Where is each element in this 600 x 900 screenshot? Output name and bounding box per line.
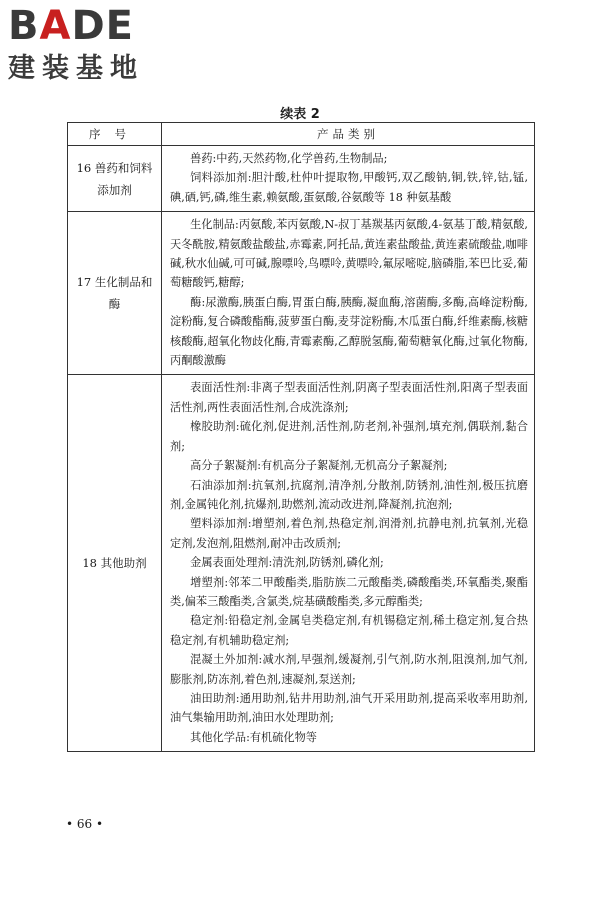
logo-letter-b: B xyxy=(8,3,40,49)
table-body xyxy=(68,146,535,752)
content-paragraph: 酶:尿激酶,胰蛋白酶,胃蛋白酶,胰酶,凝血酶,溶菌酶,多酶,高峰淀粉酶,淀粉酶,复合磷酸酯酶,菠萝蛋白酶,麦芽淀粉酶,木瓜蛋白酶,纤维素酶,核糖核酸酶,超氧化物歧化酶,青霉素酶,乙醇脱氢酶,葡萄糖氧化酶,过氧化物酶,丙酮酸激酶 xyxy=(170,295,528,368)
content-paragraph: 增塑剂:邻苯二甲酸酯类,脂肪族二元酸酯类,磷酸酯类,环氧酯类,聚酯类,偏苯三酸酯类,含氯类,烷基磺酸酯类,多元醇酯类; xyxy=(170,575,528,608)
content-paragraph: 高分子絮凝剂:有机高分子絮凝剂,无机高分子絮凝剂; xyxy=(190,459,448,473)
logo-letters-de: DE xyxy=(71,3,134,49)
page-number: • 66 • xyxy=(66,817,104,831)
product-category-table xyxy=(67,122,535,752)
content-paragraph: 石油添加剂:抗氧剂,抗腐剂,清净剂,分散剂,防锈剂,油性剂,极压抗磨剂,金属钝化剂,抗爆剂,助燃剂,流动改进剂,降凝剂,抗泡剂; xyxy=(170,478,528,511)
header-no: 序号 xyxy=(68,123,162,146)
row-name: 18 其他助剂 xyxy=(68,375,162,752)
table-row xyxy=(68,375,535,752)
content-paragraph: 混凝土外加剂:减水剂,早强剂,缓凝剂,引气剂,防水剂,阻溴剂,加气剂,膨胀剂,防冻剂,着色剂,速凝剂,泵送剂; xyxy=(170,653,528,686)
logo-letter-a: A xyxy=(39,3,72,49)
row-name: 17 生化制品和酶 xyxy=(68,212,162,375)
row-content xyxy=(162,375,535,752)
row-name: 16 兽药和饲料添加剂 xyxy=(68,146,162,212)
content-paragraph: 金属表面处理剂:清洗剂,防锈剂,磷化剂; xyxy=(190,556,384,570)
table-header-row xyxy=(68,123,535,146)
content-paragraph: 表面活性剂:非离子型表面活性剂,阴离子型表面活性剂,阳离子型表面活性剂,两性表面活性剂,合成洗涤剂; xyxy=(170,381,528,414)
content-paragraph: 油田助剂:通用助剂,钻井用助剂,油气开采用助剂,提高采收率用助剂,油气集输用助剂,油田水处理助剂; xyxy=(170,691,528,725)
content-paragraph: 其他化学品:有机硫化物等 xyxy=(190,730,317,744)
content-paragraph: 塑料添加剂:增塑剂,着色剂,热稳定剂,润滑剂,抗静电剂,抗氧剂,光稳定剂,发泡剂,阻燃剂,耐冲击改质剂; xyxy=(170,517,528,550)
table-row xyxy=(68,146,535,212)
content-paragraph: 生化制品:丙氨酸,苯丙氨酸,N-叔丁基羰基丙氨酸,4-氨基丁酸,精氨酸,天冬酰胺,精氨酸盐酸盐,赤霉素,阿托品,黄连素盐酸盐,黄连素硫酸盐,咖啡碱,秋水仙碱,可可碱,腺嘌呤,鸟嘌呤,黄嘌呤,氟尿嘧啶,脑磷脂,苯巴比妥,葡萄糖酸钙,糖醇; xyxy=(170,218,528,290)
content-paragraph: 兽药:中药,天然药物,化学兽药,生物制品; xyxy=(190,152,388,165)
content-paragraph: 饲料添加剂:胆汁酸,杜仲叶提取物,甲酸钙,双乙酸钠,铜,铁,锌,钴,锰,碘,硒,钙,磷,维生素,赖氨酸,蛋氨酸,谷氨酸等 18 种氨基酸 xyxy=(170,171,528,204)
table-title: 续表 2 xyxy=(280,107,320,122)
logo-wordmark xyxy=(8,4,178,48)
row-content xyxy=(162,146,535,212)
content-paragraph: 橡胶助剂:硫化剂,促进剂,活性剂,防老剂,补强剂,填充剂,偶联剂,黏合剂; xyxy=(170,420,528,453)
row-content xyxy=(162,212,535,375)
table-row xyxy=(68,212,535,375)
content-paragraph: 稳定剂:铅稳定剂,金属皂类稳定剂,有机锡稳定剂,稀土稳定剂,复合热稳定剂,有机辅助稳定剂; xyxy=(170,614,528,647)
header-category: 产品类别 xyxy=(162,123,535,146)
logo-subtitle: 建装基地 xyxy=(8,53,144,84)
brand-logo xyxy=(8,4,178,90)
